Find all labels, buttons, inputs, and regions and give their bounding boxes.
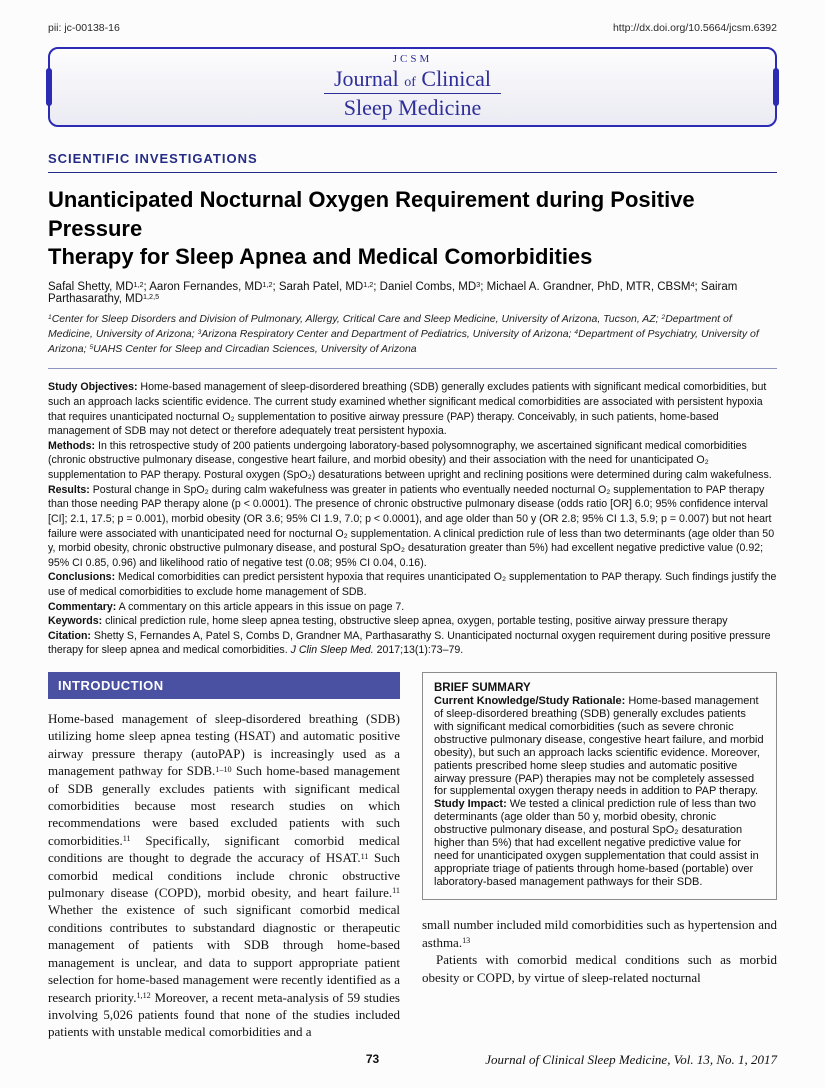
introduction-paragraph-2: Patients with comorbid medical conditions such as morbid obesity or COPD, by virtue of sleep-related nocturnal (422, 952, 777, 985)
introduction-continuation: small number included mild comorbidities such as hypertension and asthma.$^{13}$ (422, 917, 777, 950)
abstract-methods: Methods: In this retrospective study of 200 patients undergoing laboratory-based polysomnography, we ascertained significant medical comorbidities (chronic obstructive pulmonary disease, congestive heart failure, and morbid obesity) and their association with the need for unanticipated O₂ supplementation to PAP therapy. Postural oxygen (SpO₂) desaturations between upright and reclining positions were determined during calm wakefulness. (48, 439, 772, 482)
page-footer (48, 1052, 777, 1070)
introduction-heading: INTRODUCTION (48, 672, 400, 699)
doi-url: http://dx.doi.org/10.5664/jcsm.6392 (612, 22, 777, 34)
page-number: 73 (365, 1052, 380, 1066)
article-title-line2: Therapy for Sleep Apnea and Medical Comorbidities (48, 244, 593, 270)
pii-label: pii: jc-00138-16 (48, 22, 120, 34)
brief-summary-heading: BRIEF SUMMARY (434, 682, 531, 695)
abstract-results: Results: Postural change in SpO₂ during calm wakefulness was greater in patients who eventually needed nocturnal O₂ supplementation to PAP therapy than those needing PAP therapy alone (p < 0.0001). The presence of chronic obstructive pulmonary disease (odds ratio [OR] 6.0; 95% confidence interval [CI]; 2.1, 17.5; p = 0.001), morbid obesity (OR 3.6; 95% CI 1.9, 7.0; p < 0.0001), and age older than 50 y (OR 2.8; 95% CI 1.3, 5.9; p = 0.007) but not heart failure were associated with unanticipated need for nocturnal O₂ supplementation. A clinical prediction rule of less than two determinants (age older than 50 y, morbid obesity, chronic obstructive pulmonary disease, and postural SpO₂ desaturation greater than 5%) had excellent negative predictive value (0.92; 95% CI 0.85, 0.96) and likelihood ratio of negative test (0.08; 95% CI 0.04, 0.16). (48, 483, 775, 569)
journal-reference: Journal of Clinical Sleep Medicine, Vol. 13, No. 1, 2017 (485, 1052, 777, 1067)
abstract-commentary: Commentary: A commentary on this article appears in this issue on page 7. (48, 600, 405, 613)
abstract-block (48, 380, 777, 658)
brief-summary-box (422, 672, 777, 900)
brief-summary-impact: Study Impact: We tested a clinical prediction rule of less than two determinants (age older than 50 y, morbid obesity, chronic obstructive pulmonary disease, and postural SpO₂ desaturation higher than 5%) that had excellent negative predictive value for need for unanticipated oxygen supplementation that could assist in appropriate triage of patients through home-based (portable) over laboratory-based management pathways for their SDB. (434, 798, 759, 888)
article-title-line1: Unanticipated Nocturnal Oxygen Requirement during Positive Pressure (48, 187, 695, 241)
logo-title-line1: Journal of Clinical (324, 67, 501, 94)
affiliations-block: $^1$Center for Sleep Disorders and Division of Pulmonary, Allergy, Critical Care and Sleep Medicine, University of Arizona, Tucson, AZ; $^2$Department of Medicine, University of Arizona; $^3$Arizona Respiratory Center and Department of Pediatrics, University of Arizona; $^4$Department of Psychiatry, University of Arizona; $^5$UAHS Center for Sleep and Circadian Sciences, University of Arizona (48, 312, 777, 370)
logo-title-line2: Sleep Medicine (343, 94, 482, 120)
section-label: SCIENTIFIC INVESTIGATIONS (48, 151, 777, 173)
abstract-citation: Citation: Shetty S, Fernandes A, Patel S, Combs D, Grandner MA, Parthasarathy S. Unanticipated nocturnal oxygen requirement during positive pressure therapy for sleep apnea and medical comorbidities. J Clin Sleep Med. 2017;13(1):73–79. (48, 629, 771, 657)
journal-logo-banner (48, 47, 777, 127)
abstract-conclusions: Conclusions: Medical comorbidities can predict persistent hypoxia that requires unanticipated O₂ supplementation to PAP therapy. Such findings justify the use of medical comorbidities to exclude home management of SDB. (48, 571, 777, 598)
left-column (48, 672, 400, 1041)
two-column-body (48, 672, 777, 1041)
right-column (422, 672, 777, 1041)
abstract-keywords: Keywords: clinical prediction rule, home sleep apnea testing, obstructive sleep apnea, oxygen, portable testing, positive airway pressure therapy (48, 615, 728, 628)
logo-acronym: JCSM (392, 52, 433, 65)
article-title (48, 186, 777, 272)
brief-summary-rationale: Current Knowledge/Study Rationale: Home-based management of sleep-disordered breathing (SDB) generally excludes patients with significant medical comorbidities (such as severe chronic obstructive pulmonary disease, congestive heart failure, and morbid obesity), but such an approach lacks scientific evidence. Moreover, patients prescribed home sleep studies and automatic positive airway pressure (PAP) therapies may not be completely assessed for supplemental oxygen therapy needs in addition to PAP therapy. (434, 695, 764, 798)
header-meta-row (48, 22, 777, 34)
introduction-paragraph: Home-based management of sleep-disordered breathing (SDB) utilizing home sleep apnea testing (HSAT) and automatic positive airway pressure therapy (autoPAP) is increasingly used as a management pathway for SDB.$^{1-10}$ Such home-based management of SDB generally excludes patients with significant medical comorbidities because most research studies on which recommendations were based excluded patients with such comorbidities.$^{11}$ Specifically, significant comorbid medical conditions are thought to degrade the accuracy of HSAT.$^{11}$ Such comorbid medical conditions include chronic obstructive pulmonary disease (COPD), morbid obesity, and heart failure.$^{11}$ Whether the existence of such significant comorbid medical conditions contributes to substandard diagnostic or therapeutic management of patients with SDB through home-based management is unclear, and data to support appropriate patient selection for home-based management were recently identified as a research priority.$^{1,12}$ Moreover, a recent meta-analysis of 59 studies involving 5,026 patients found that none of the studies included patients with unstable medical comorbidities and a (48, 711, 400, 1040)
authors-line: Safal Shetty, MD$^{1,2}$; Aaron Fernandes, MD$^{1,2}$; Sarah Patel, MD$^{1,2}$; Daniel Combs, $MD^3$; Michael A. Grandner, PhD, MTR, CBSM$^4$; Sairam Parthasarathy, MD$^{1,2,5}$ (48, 279, 738, 305)
abstract-study-objectives: Study Objectives: Home-based management of sleep-disordered breathing (SDB) generally excludes patients with significant medical comorbidities, but such an approach lacks scientific evidence. The current study examined whether significant medical comorbidities are associated with persistent hypoxia that requires unanticipated nocturnal O₂ supplementation to positive airway pressure (PAP) therapy. Conceivably, in such patients, home-based management of SDB may not detect or therefore adequately treat persistent hypoxia. (48, 381, 767, 438)
